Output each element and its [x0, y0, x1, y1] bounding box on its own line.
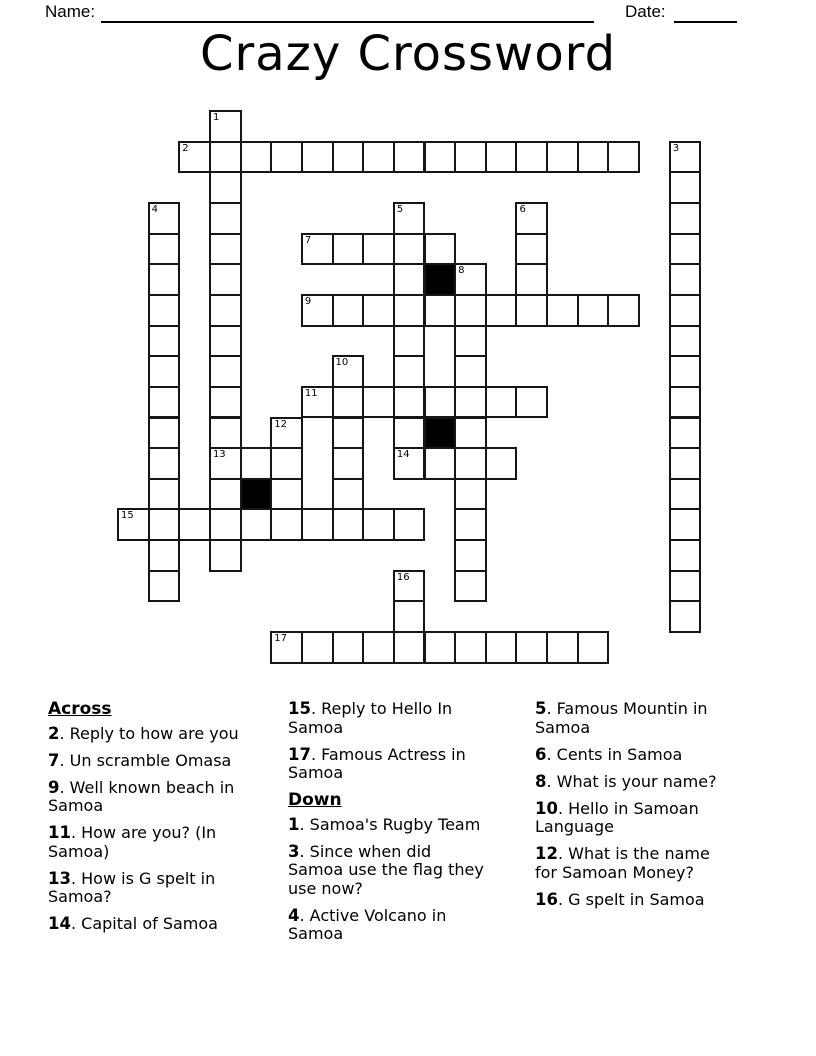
grid-cell[interactable]: [148, 417, 181, 450]
clue-number: 1: [288, 814, 300, 834]
grid-cell[interactable]: [362, 508, 395, 541]
grid-cell[interactable]: [301, 294, 334, 327]
grid-cell[interactable]: [454, 263, 487, 296]
cell-number: 8: [458, 265, 465, 277]
grid-cell[interactable]: [393, 233, 426, 266]
grid-cell[interactable]: [424, 386, 457, 419]
clue-number: 12: [535, 844, 558, 863]
grid-cell[interactable]: [362, 386, 395, 419]
grid-cell[interactable]: [454, 325, 487, 358]
grid-cell[interactable]: [209, 447, 242, 480]
grid-cell[interactable]: [607, 141, 640, 174]
grid-cell[interactable]: [454, 386, 487, 419]
page-title: Crazy Crossword: [199, 26, 617, 82]
clue-10: 10. Hello in Samoan Language: [535, 798, 699, 836]
clue-number: 9: [48, 777, 60, 797]
clue-number: 16: [535, 889, 558, 909]
clue-3: 3. Since when did Samoa use the flag they use now?: [288, 841, 484, 898]
grid-cell-black: [424, 263, 457, 296]
grid-cell[interactable]: [393, 386, 426, 419]
grid-cell[interactable]: [454, 631, 487, 664]
grid-cell[interactable]: [669, 325, 702, 358]
grid-cell[interactable]: [669, 539, 702, 572]
clue-16: 16. G spelt in Samoa: [535, 889, 705, 909]
grid-cell[interactable]: [332, 355, 365, 388]
cell-number: 13: [212, 449, 226, 461]
clues-column-middle: [288, 700, 540, 952]
cell-number: 16: [396, 571, 410, 583]
cell-number: 4: [151, 203, 159, 215]
cell-number: 17: [274, 633, 287, 645]
clue-17: 17. Famous Actress in Samoa: [288, 744, 466, 782]
grid-cell[interactable]: [577, 294, 610, 327]
grid-cell[interactable]: [669, 355, 702, 388]
clue-9: 9. Well known beach in Samoa: [48, 777, 235, 815]
grid-cell[interactable]: [485, 294, 518, 327]
cell-number: 9: [304, 295, 312, 307]
grid-cell[interactable]: [669, 141, 702, 174]
grid-cell[interactable]: [148, 508, 181, 541]
grid-cell[interactable]: [148, 539, 181, 572]
cell-number: 3: [672, 142, 680, 154]
grid-cell[interactable]: [669, 417, 702, 450]
clues-column-down: [535, 700, 783, 918]
grid-cell[interactable]: [301, 233, 334, 266]
grid-cell[interactable]: [669, 263, 702, 296]
grid-cell[interactable]: [669, 447, 702, 480]
grid-cell[interactable]: [148, 478, 181, 511]
clue-number: 4: [288, 905, 300, 925]
clue-number: 5: [535, 699, 547, 718]
grid-cell[interactable]: [332, 478, 365, 511]
grid-cell[interactable]: [454, 570, 487, 603]
grid-cell[interactable]: [332, 233, 365, 266]
clue-number: 2: [48, 723, 60, 743]
grid-cell[interactable]: [209, 263, 242, 296]
grid-cell[interactable]: [209, 325, 242, 358]
grid-cell[interactable]: [515, 263, 548, 296]
grid-cell[interactable]: [240, 447, 273, 480]
grid-cell[interactable]: [332, 386, 365, 419]
grid-cell[interactable]: [393, 570, 426, 603]
grid-cell[interactable]: [117, 508, 150, 541]
clue-15: 15. Reply to Hello In Samoa: [288, 699, 453, 737]
grid-cell[interactable]: [148, 386, 181, 419]
grid-cell[interactable]: [240, 141, 273, 174]
grid-cell[interactable]: [332, 631, 365, 664]
grid-cell[interactable]: [454, 539, 487, 572]
grid-cell[interactable]: [454, 294, 487, 327]
grid-cell[interactable]: [393, 355, 426, 388]
grid-cell[interactable]: [424, 294, 457, 327]
grid-cell[interactable]: [515, 141, 548, 174]
clue-section-heading-across: Across: [48, 699, 112, 719]
grid-cell[interactable]: [485, 631, 518, 664]
grid-cell[interactable]: [209, 110, 242, 143]
grid-cell[interactable]: [577, 631, 610, 664]
grid-cell[interactable]: [669, 600, 702, 633]
grid-cell-black: [240, 478, 273, 511]
grid-cell[interactable]: [362, 233, 395, 266]
grid-cell[interactable]: [301, 141, 334, 174]
grid-cell[interactable]: [270, 447, 303, 480]
grid-cell[interactable]: [393, 417, 426, 450]
clue-5: 5. Famous Mountin in Samoa: [535, 699, 708, 737]
grid-cell[interactable]: [393, 325, 426, 358]
clue-number: 11: [48, 823, 71, 842]
cell-number: 2: [182, 142, 189, 154]
clue-14: 14. Capital of Samoa: [48, 914, 218, 933]
cell-number: 12: [274, 418, 287, 430]
grid-cell[interactable]: [669, 570, 702, 603]
grid-cell[interactable]: [424, 631, 457, 664]
grid-cell[interactable]: [178, 508, 211, 541]
grid-cell[interactable]: [270, 417, 303, 450]
clue-11: 11. How are you? (In Samoa): [48, 823, 217, 861]
grid-cell[interactable]: [209, 508, 242, 541]
clue-number: 13: [48, 868, 71, 888]
clue-number: 7: [48, 750, 60, 770]
name-blank-line[interactable]: [101, 5, 594, 23]
grid-cell[interactable]: [393, 202, 426, 235]
grid-cell[interactable]: [515, 631, 548, 664]
grid-cell[interactable]: [209, 539, 242, 572]
grid-cell[interactable]: [362, 631, 395, 664]
cell-number: 6: [519, 203, 526, 215]
grid-cell[interactable]: [454, 447, 487, 480]
clue-12: 12. What is the name for Samoan Money?: [535, 844, 710, 882]
grid-cell[interactable]: [393, 263, 426, 296]
grid-cell[interactable]: [393, 447, 426, 480]
clue-number: 8: [535, 771, 547, 791]
grid-cell[interactable]: [148, 233, 181, 266]
grid-cell[interactable]: [669, 202, 702, 235]
grid-cell[interactable]: [454, 417, 487, 450]
grid-cell[interactable]: [148, 325, 181, 358]
grid-cell[interactable]: [669, 478, 702, 511]
grid-cell[interactable]: [270, 631, 303, 664]
grid-cell[interactable]: [515, 233, 548, 266]
grid-cell[interactable]: [270, 508, 303, 541]
grid-cell[interactable]: [485, 141, 518, 174]
grid-cell[interactable]: [209, 355, 242, 388]
clue-8: 8. What is your name?: [535, 771, 717, 791]
date-blank-line[interactable]: [674, 5, 737, 23]
grid-cell[interactable]: [209, 417, 242, 450]
grid-cell[interactable]: [209, 294, 242, 327]
grid-cell[interactable]: [148, 294, 181, 327]
crossword-grid: [117, 110, 700, 663]
cell-number: 15: [121, 510, 134, 522]
cell-number: 14: [396, 449, 410, 461]
grid-cell[interactable]: [148, 570, 181, 603]
grid-cell[interactable]: [669, 233, 702, 266]
grid-cell[interactable]: [332, 447, 365, 480]
grid-cell[interactable]: [515, 202, 548, 235]
clue-6: 6. Cents in Samoa: [535, 744, 683, 764]
clue-number: 17: [288, 744, 311, 764]
cell-number: 10: [335, 357, 349, 369]
grid-cell[interactable]: [209, 386, 242, 419]
grid-cell[interactable]: [669, 294, 702, 327]
grid-cell[interactable]: [546, 631, 579, 664]
grid-cell[interactable]: [270, 141, 303, 174]
grid-cell[interactable]: [546, 141, 579, 174]
grid-cell[interactable]: [332, 294, 365, 327]
grid-cell[interactable]: [178, 141, 211, 174]
grid-cell[interactable]: [546, 294, 579, 327]
clue-4: 4. Active Volcano in Samoa: [288, 905, 447, 943]
grid-cell[interactable]: [301, 631, 334, 664]
grid-cell[interactable]: [332, 508, 365, 541]
grid-cell[interactable]: [454, 478, 487, 511]
cell-number: 7: [304, 234, 312, 246]
grid-cell[interactable]: [148, 355, 181, 388]
grid-cell[interactable]: [669, 386, 702, 419]
grid-cell[interactable]: [270, 478, 303, 511]
clue-2: 2. Reply to how are you: [48, 723, 239, 743]
grid-cell[interactable]: [424, 233, 457, 266]
cell-number: 5: [396, 203, 404, 215]
grid-cell[interactable]: [362, 141, 395, 174]
clue-1: 1. Samoa's Rugby Team: [288, 814, 481, 834]
clue-number: 6: [535, 744, 547, 764]
grid-cell[interactable]: [515, 294, 548, 327]
grid-cell[interactable]: [577, 141, 610, 174]
grid-cell[interactable]: [148, 447, 181, 480]
clues-column-across: [48, 700, 282, 942]
grid-cell[interactable]: [485, 386, 518, 419]
grid-cell[interactable]: [148, 202, 181, 235]
clue-number: 14: [48, 914, 71, 933]
grid-cell[interactable]: [393, 294, 426, 327]
grid-cell[interactable]: [362, 294, 395, 327]
grid-cell[interactable]: [148, 263, 181, 296]
grid-cell[interactable]: [209, 202, 242, 235]
cell-number: 1: [212, 112, 220, 123]
grid-cell[interactable]: [485, 447, 518, 480]
grid-cell[interactable]: [209, 233, 242, 266]
cell-number: 11: [304, 387, 318, 399]
grid-cell-black: [424, 417, 457, 450]
grid-cell[interactable]: [454, 355, 487, 388]
clue-section-heading-down: Down: [288, 790, 342, 810]
clue-number: 15: [288, 699, 311, 718]
grid-cell[interactable]: [332, 141, 365, 174]
grid-cell[interactable]: [607, 294, 640, 327]
grid-cell[interactable]: [240, 508, 273, 541]
grid-cell[interactable]: [209, 171, 242, 204]
grid-cell[interactable]: [454, 141, 487, 174]
grid-cell[interactable]: [515, 386, 548, 419]
grid-cell[interactable]: [393, 508, 426, 541]
grid-cell[interactable]: [454, 508, 487, 541]
date-label: Date:: [625, 2, 666, 21]
grid-cell[interactable]: [332, 417, 365, 450]
grid-cell[interactable]: [209, 141, 242, 174]
grid-cell[interactable]: [301, 386, 334, 419]
clue-number: 3: [288, 841, 300, 861]
grid-cell[interactable]: [424, 141, 457, 174]
grid-cell[interactable]: [393, 141, 426, 174]
name-label: Name:: [45, 2, 96, 21]
grid-cell[interactable]: [669, 171, 702, 204]
grid-cell[interactable]: [393, 600, 426, 633]
grid-cell[interactable]: [669, 508, 702, 541]
grid-cell[interactable]: [393, 631, 426, 664]
clue-13: 13. How is G spelt in Samoa?: [48, 868, 216, 906]
clue-number: 10: [535, 798, 558, 818]
grid-cell[interactable]: [301, 508, 334, 541]
grid-cell[interactable]: [424, 447, 457, 480]
grid-cell[interactable]: [209, 478, 242, 511]
clue-7: 7. Un scramble Omasa: [48, 750, 232, 770]
